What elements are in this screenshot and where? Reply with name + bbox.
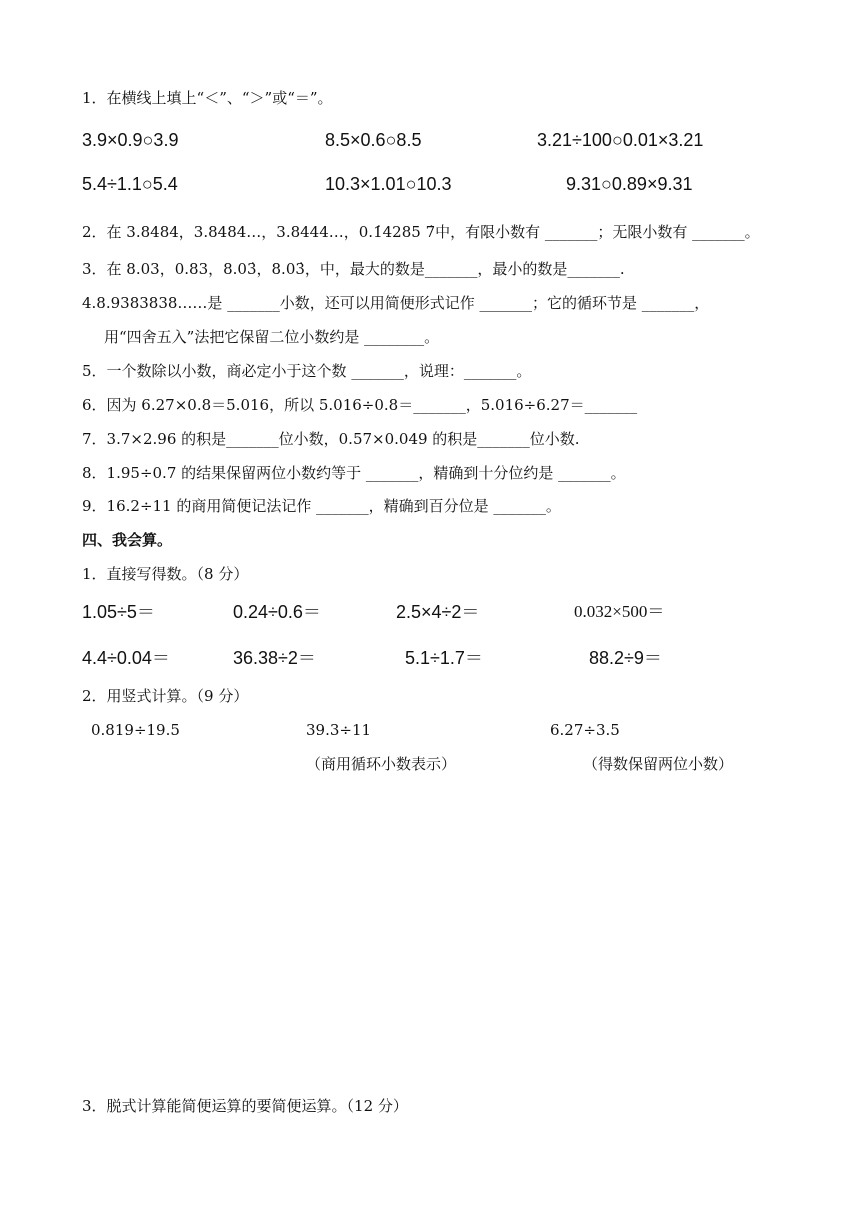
q3: 3．在 8.03，0.83，8.03̇，8.03̇，中，最大的数是_______，最小的数是_______. (82, 260, 625, 278)
q4-line2: 用“四舍五入”法把它保留二位小数约是 ________。 (104, 328, 440, 346)
q2: 2．在 3.8484，3.8484…，3.8444…，0.1̇4285 7̇中，有限小数有 _______；无限小数有 _______。 (82, 223, 760, 241)
section-4-heading: 四、我会算。 (82, 531, 173, 549)
q5: 5．一个数除以小数，商必定小于这个数 _______，说理：_______。 (82, 362, 532, 380)
q7: 7．3.7×2.96 的积是_______位小数，0.57×0.049 的积是_______位小数. (82, 430, 580, 448)
q9: 9．16.2÷11 的商用简便记法记作 _______，精确到百分位是 _______。 (82, 497, 561, 515)
p2-item-1: 0.819÷19.5 (91, 721, 180, 739)
q1-title: 1．在横线上填上“＜”、“＞”或“＝”。 (82, 89, 333, 107)
p1-r2-c4: 88.2÷9＝ (589, 648, 662, 668)
q4-line1: 4.8.9383838……是 _______小数，还可以用简便形式记作 _______；它的循环节是 _______， (82, 294, 710, 312)
p2-title: 2．用竖式计算。（9 分） (82, 687, 249, 705)
q1-r2-c1: 5.4÷1.1○5.4 (82, 174, 178, 194)
q1-r2-c3: 9.31○0.89×9.31 (566, 174, 693, 194)
p1-r2-c3: 5.1÷1.7＝ (405, 648, 483, 668)
p1-r1-c1: 1.05÷5＝ (82, 602, 155, 622)
p2-note-2: （得数保留两位小数） (583, 755, 734, 773)
p1-r1-c4: 0.032×500＝ (574, 602, 665, 621)
q6: 6．因为 6.27×0.8＝5.016，所以 5.016÷0.8＝_______，5.016÷6.27＝_______ (82, 396, 638, 414)
p2-note-1: （商用循环小数表示） (306, 755, 457, 773)
p1-r1-c3: 2.5×4÷2＝ (396, 602, 480, 622)
q1-r1-c3: 3.21÷100○0.01×3.21 (537, 130, 704, 150)
p2-item-2: 39.3÷11 (306, 721, 372, 739)
q8: 8．1.95÷0.7 的结果保留两位小数约等于 _______，精确到十分位约是 _______。 (82, 464, 626, 482)
p3-title: 3．脱式计算能简便运算的要简便运算。（12 分） (82, 1097, 408, 1115)
q1-r2-c2: 10.3×1.01○10.3 (325, 174, 452, 194)
p1-r1-c2: 0.24÷0.6＝ (233, 602, 321, 622)
p1-r2-c2: 36.38÷2＝ (233, 648, 316, 668)
p1-r2-c1: 4.4÷0.04＝ (82, 648, 170, 668)
p1-title: 1．直接写得数。（8 分） (82, 565, 249, 583)
q1-r1-c1: 3.9×0.9○3.9 (82, 130, 179, 150)
p2-item-3: 6.27÷3.5 (550, 721, 620, 739)
q1-r1-c2: 8.5×0.6○8.5 (325, 130, 422, 150)
